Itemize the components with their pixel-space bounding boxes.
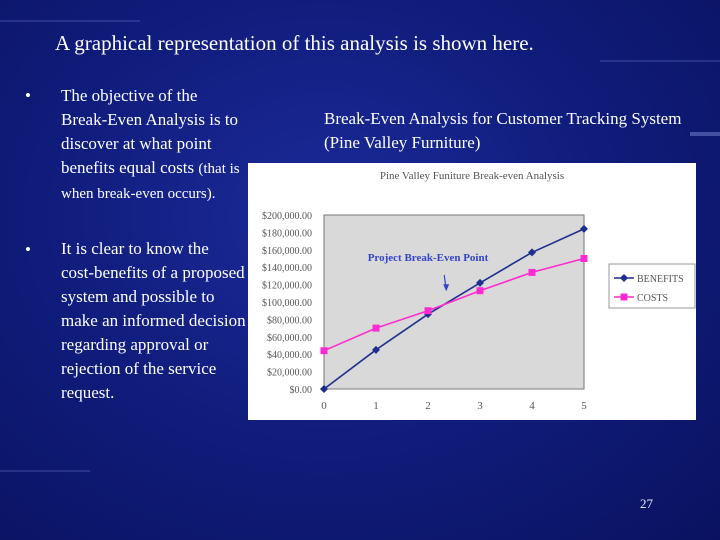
chart-container (248, 163, 696, 420)
chart-subtitle: Break-Even Analysis for Customer Tracking System (Pine Valley Furniture) (324, 109, 682, 152)
x-tick-label: 1 (373, 400, 379, 412)
y-tick-label: $120,000.00 (262, 280, 312, 292)
y-tick-label: $180,000.00 (262, 228, 312, 240)
page-number: 27 (640, 496, 653, 511)
legend-marker-costs (621, 294, 628, 301)
data-point-costs (425, 307, 432, 314)
y-tick-label: $160,000.00 (262, 245, 312, 257)
y-tick-label: $20,000.00 (267, 367, 312, 379)
chart-title: Pine Valley Funiture Break-even Analysis (379, 170, 565, 182)
bullet-text-1-main: The objective of the Break-Even Analysis is to discover at what point benefits equal costs (61, 86, 239, 177)
y-tick-label: $140,000.00 (262, 263, 312, 275)
y-tick-label: $0.00 (289, 385, 312, 396)
y-tick-label: $40,000.00 (267, 350, 312, 362)
slide-title: A graphical representation of this analysis is shown here. (55, 31, 534, 55)
x-tick-label: 4 (529, 400, 535, 412)
bullet-text-2-main: It is clear to know the cost-benefits of a proposed system and possible to make an informed decision regarding approval or rejection of the service request. (61, 239, 246, 402)
annotation-label: Project Break-Even Point (367, 252, 489, 264)
data-point-costs (373, 325, 380, 332)
x-tick-label: 0 (321, 400, 327, 412)
bullet-text-1 (61, 84, 246, 206)
x-tick-label: 3 (477, 400, 483, 412)
x-tick-label: 2 (425, 400, 431, 412)
legend-label-benefits: BENEFITS (637, 274, 684, 285)
plot-area (324, 215, 584, 389)
y-tick-label: $60,000.00 (267, 332, 312, 344)
data-point-costs (581, 255, 588, 262)
y-tick-label: $200,000.00 (262, 211, 312, 222)
bullet-symbol-1: • (25, 86, 31, 105)
data-point-costs (477, 287, 484, 294)
x-tick-label: 5 (581, 400, 587, 412)
data-point-costs (529, 269, 536, 276)
bullet-text-2 (61, 237, 246, 405)
bullet-symbol-2: • (25, 240, 31, 259)
break-even-chart (248, 163, 696, 420)
y-tick-label: $80,000.00 (267, 315, 312, 327)
y-tick-label: $100,000.00 (262, 298, 312, 309)
data-point-costs (321, 347, 328, 354)
bullet-text-1-small: (that is when break-even occurs). (61, 161, 240, 202)
legend-label-costs: COSTS (637, 293, 669, 304)
